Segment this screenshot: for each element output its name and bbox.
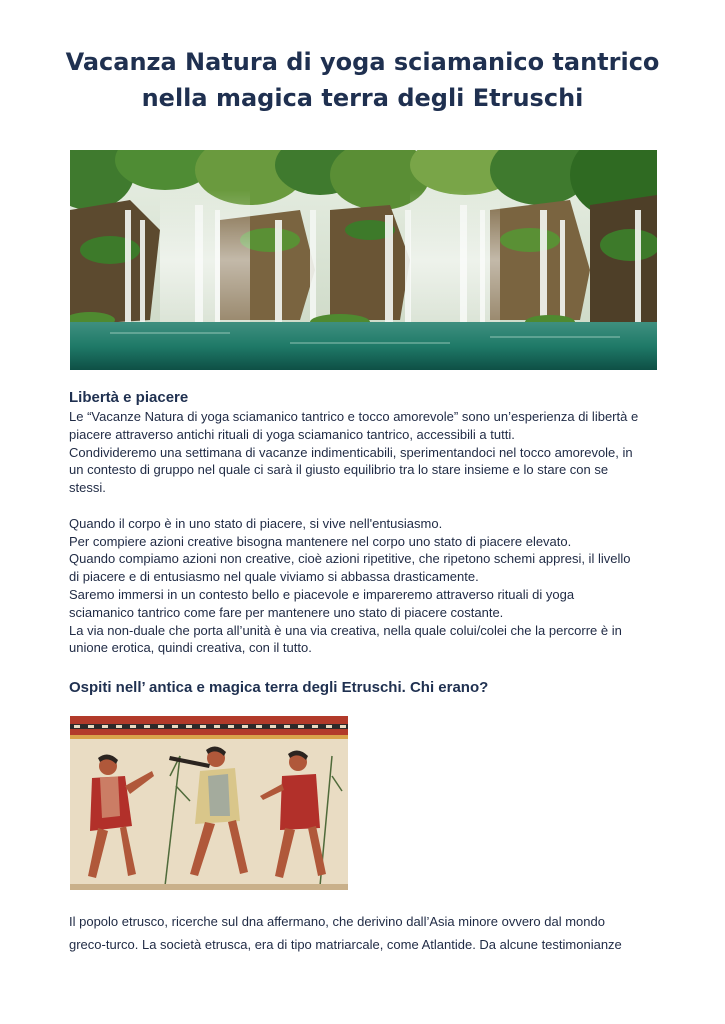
text-line: unione erotica, quindi creativa, con il tutto. (69, 640, 312, 656)
etruscan-fresco-image (70, 716, 348, 890)
section-heading-etruschi: Ospiti nell’ antica e magica terra degli Etruschi. Chi erano? (69, 679, 489, 696)
text-line: Quando il corpo è in uno stato di piacere, si vive nell'entusiasmo. (69, 515, 443, 531)
text-line (69, 497, 669, 515)
title-line-2: nella magica terra degli Etruschi (141, 84, 584, 112)
text-line: un contesto di gruppo nel quale ci sarà il giusto equilibrio tra lo stare insieme e lo stare con se (69, 462, 609, 478)
text-line: piacere attraverso antichi rituali di yoga sciamanico tantrico, accessibili a tutti. (69, 426, 515, 442)
page-title (0, 44, 725, 116)
section-liberta-body (69, 408, 669, 657)
section-heading-liberta: Libertà e piacere (69, 389, 189, 406)
text-line: Le “Vacanze Natura di yoga sciamanico tantrico e tocco amorevole” sono un’esperienza di libertà e (69, 409, 639, 424)
text-line: di piacere e di entusiasmo nel quale viviamo si abbassa drasticamente. (69, 569, 479, 585)
text-line: Quando compiamo azioni non creative, cioè azioni ripetitive, che ripetono schemi appresi, il livello (69, 551, 631, 567)
title-line-1: Vacanza Natura di yoga sciamanico tantrico (65, 48, 660, 76)
text-line: Per compiere azioni creative bisogna mantenere nel corpo uno stato di piacere elevato. (69, 533, 572, 549)
text-line: stessi. (69, 480, 106, 496)
text-line: sciamanico tantrico come fare per mantenere uno stato di piacere costante. (69, 604, 504, 620)
text-line: Saremo immersi in un contesto bello e piacevole e impareremo attraverso rituali di yoga (69, 586, 575, 602)
section-etruschi-body (69, 911, 669, 956)
waterfall-lake-image (70, 150, 657, 370)
text-line: La via non-duale che porta all’unità è una via creativa, nella quale colui/colei che la percorre è in (69, 622, 622, 638)
text-line: greco-turco. La società etrusca, era di tipo matriarcale, come Atlantide. Da alcune testimonianze (69, 936, 622, 952)
text-line: Il popolo etrusco, ricerche sul dna affermano, che derivino dall’Asia minore ovvero dal mondo (69, 914, 605, 929)
text-line: Condivideremo una settimana di vacanze indimenticabili, sperimentandoci nel tocco amorevole, in (69, 444, 633, 460)
